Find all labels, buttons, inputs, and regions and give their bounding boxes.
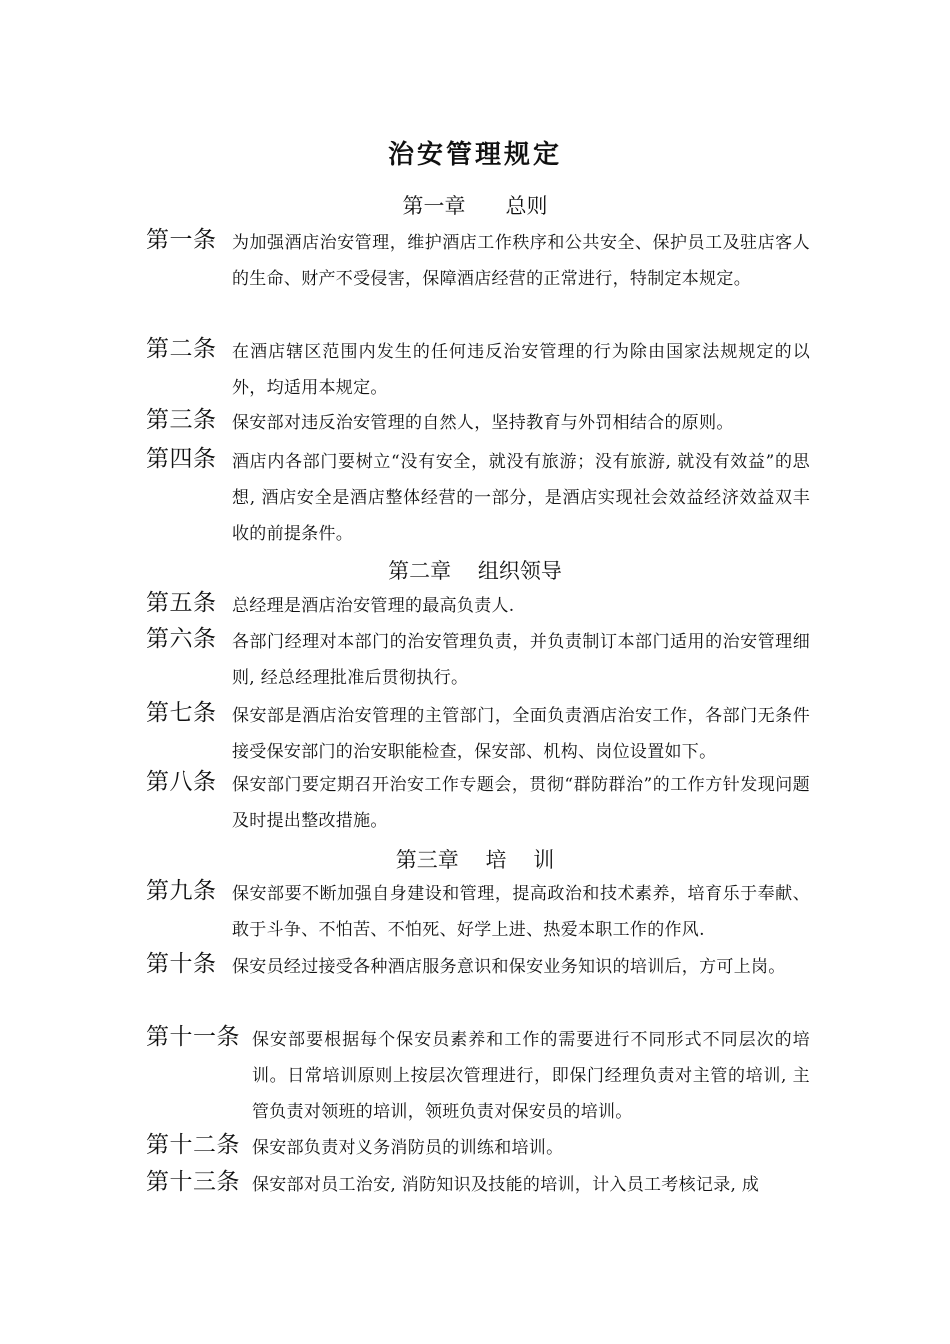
chapter-heading: 第三章 培 训 bbox=[395, 848, 555, 872]
article-label: 第八条 bbox=[146, 769, 217, 795]
article-label: 第十三条 bbox=[146, 1169, 240, 1195]
article-text: 为加强酒店治安管理，维护酒店工作秩序和公共安全、保护员工及驻店客人的生命、财产不受侵害，保障酒店经营的正常进行，特制定本规定。 bbox=[232, 233, 810, 289]
article-text: 保安员经过接受各种酒店服务意识和保安业务知识的培训后，方可上岗。 bbox=[232, 957, 786, 977]
chapter-heading: 第二章 组织领导 bbox=[388, 559, 562, 583]
article-text: 保安部要不断加强自身建设和管理，提高政治和技术素养，培育乐于奉献、敢于斗争、不怕苦、不怕死、好学上进、热爱本职工作的作风. bbox=[232, 884, 810, 940]
article bbox=[146, 444, 810, 552]
article bbox=[146, 405, 810, 441]
article-label: 第二条 bbox=[146, 336, 217, 362]
article-label: 第十一条 bbox=[146, 1024, 240, 1050]
article-text: 保安部门要定期召开治安工作专题会，贯彻“群防群治”的工作方针发现问题及时提出整改措施。 bbox=[232, 775, 810, 831]
article-label: 第一条 bbox=[146, 227, 217, 253]
article bbox=[146, 624, 810, 696]
article-text: 各部门经理对本部门的治安管理负责，并负责制订本部门适用的治安管理细则, 经总经理批准后贯彻执行。 bbox=[232, 632, 810, 688]
article-label: 第十二条 bbox=[146, 1132, 240, 1158]
document-title: 治安管理规定 bbox=[387, 140, 562, 170]
article bbox=[146, 767, 810, 839]
article-label: 第七条 bbox=[146, 700, 217, 726]
article-text: 总经理是酒店治安管理的最高负责人. bbox=[232, 596, 515, 616]
article bbox=[146, 698, 810, 770]
article-label: 第三条 bbox=[146, 407, 217, 433]
article bbox=[146, 1022, 810, 1130]
article bbox=[146, 588, 810, 624]
article-text: 酒店内各部门要树立“没有安全，就没有旅游；没有旅游, 就没有效益”的思想, 酒店安全是酒店整体经营的一部分，是酒店实现社会效益经济效益双丰收的前提条件。 bbox=[232, 452, 810, 544]
article bbox=[146, 949, 810, 985]
article-text: 保安部对违反治安管理的自然人，坚持教育与外罚相结合的原则。 bbox=[232, 413, 734, 433]
article-text: 保安部负责对义务消防员的训练和培训。 bbox=[252, 1138, 564, 1158]
article bbox=[146, 225, 810, 297]
article bbox=[146, 334, 810, 406]
article-label: 第十条 bbox=[146, 951, 217, 977]
article bbox=[146, 876, 810, 948]
chapter-heading: 第一章 总则 bbox=[402, 194, 548, 218]
article-text: 在酒店辖区范围内发生的任何违反治安管理的行为除由国家法规规定的以外，均适用本规定。 bbox=[232, 342, 810, 398]
article-text: 保安部要根据每个保安员素养和工作的需要进行不同形式不同层次的培训。日常培训原则上按层次管理进行，即保门经理负责对主管的培训, 主管负责对领班的培训，领班负责对保安员的培训。 bbox=[252, 1030, 810, 1122]
article-text: 保安部对员工治安, 消防知识及技能的培训，计入员工考核记录, 成 bbox=[252, 1175, 760, 1195]
article-label: 第六条 bbox=[146, 626, 217, 652]
article bbox=[146, 1130, 810, 1166]
article-label: 第四条 bbox=[146, 446, 217, 472]
article bbox=[146, 1167, 810, 1203]
article-label: 第九条 bbox=[146, 878, 217, 904]
article-label: 第五条 bbox=[146, 590, 217, 616]
article-text: 保安部是酒店治安管理的主管部门，全面负责酒店治安工作，各部门无条件接受保安部门的治安职能检查，保安部、机构、岗位设置如下。 bbox=[232, 706, 810, 762]
